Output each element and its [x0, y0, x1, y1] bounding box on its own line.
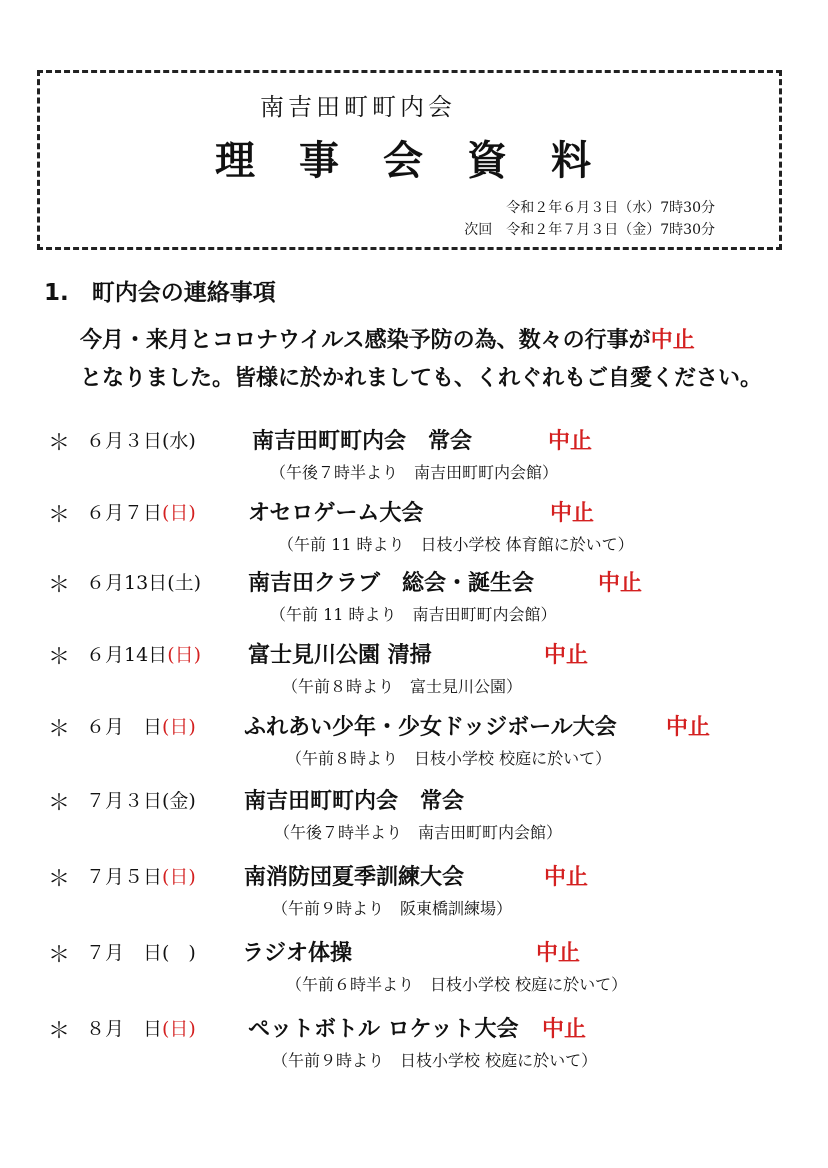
- event-item: [0, 710, 828, 780]
- event-detail: （午前９時より 阪東橋訓練場）: [272, 899, 513, 918]
- event-date: [86, 712, 196, 739]
- bullet-mark: ＊: [48, 791, 71, 816]
- org-name: 南吉田町町内会: [260, 93, 456, 121]
- event-detail: （午後７時半より 南吉田町町内会館）: [270, 463, 559, 482]
- event-date-text: ６月13日: [86, 572, 168, 594]
- event-date-text: ７月５日: [86, 866, 163, 888]
- event-detail: （午前９時より 日枝小学校 校庭に於いて）: [272, 1051, 598, 1070]
- event-date: [86, 938, 196, 965]
- event-weekday: (水): [162, 430, 196, 452]
- notice-cancel-word: 中止: [650, 328, 695, 353]
- notice-text: 今月・来月とコロナウイルス感染予防の為、数々の行事が: [80, 328, 651, 353]
- event-item: [0, 860, 828, 930]
- cancel-label: 中止: [542, 1017, 587, 1042]
- event-weekday: (日): [167, 644, 202, 666]
- event-date-text: ６月７日: [86, 502, 163, 524]
- event-name: 富士見川公園 清掃: [248, 643, 432, 668]
- event-item: [0, 1012, 828, 1082]
- next-meeting-date: 次回 令和２年７月３日（金）7時30分: [464, 222, 715, 238]
- event-name: 南吉田町町内会 常会: [252, 429, 473, 454]
- event-item: [0, 496, 828, 566]
- bullet-mark: ＊: [48, 943, 71, 968]
- event-weekday: ( ): [162, 942, 196, 964]
- event-date: [86, 568, 201, 595]
- event-detail: （午前８時より 日枝小学校 校庭に於いて）: [286, 749, 612, 768]
- cancel-label: 中止: [666, 715, 711, 740]
- event-weekday: (金): [162, 790, 196, 812]
- event-date-text: ７月 日: [86, 942, 163, 964]
- document-title: 理事会資料: [215, 137, 635, 184]
- event-date: [86, 786, 196, 813]
- cancel-label: 中止: [536, 941, 581, 966]
- event-name: 南消防団夏季訓練大会: [244, 865, 465, 890]
- event-detail: （午後７時半より 南吉田町町内会館）: [274, 823, 563, 842]
- cancel-label: 中止: [550, 501, 595, 526]
- event-date-text: ６月３日: [86, 430, 163, 452]
- event-name: ふれあい少年・少女ドッジボール大会: [244, 715, 617, 740]
- bullet-mark: ＊: [48, 1019, 71, 1044]
- event-item: [0, 936, 828, 1006]
- bullet-mark: ＊: [48, 431, 71, 456]
- event-item: [0, 566, 828, 636]
- event-date-text: ６月14日: [86, 644, 168, 666]
- event-date: [86, 862, 196, 889]
- event-weekday: (日): [162, 1018, 196, 1040]
- event-item: [0, 424, 828, 494]
- event-name: 南吉田町町内会 常会: [244, 789, 465, 814]
- bullet-mark: ＊: [48, 867, 71, 892]
- event-detail: （午前６時半より 日枝小学校 校庭に於いて）: [286, 975, 628, 994]
- event-date: [86, 426, 196, 453]
- event-date: [86, 1014, 196, 1041]
- event-item: [0, 784, 828, 854]
- event-detail: （午前８時より 富士見川公園）: [282, 677, 523, 696]
- event-date: [86, 640, 201, 667]
- event-detail: （午前 11 時より 日枝小学校 体育館に於いて）: [278, 535, 634, 554]
- event-date-text: ７月３日: [86, 790, 163, 812]
- event-date: [86, 498, 196, 525]
- bullet-mark: ＊: [48, 717, 71, 742]
- event-date-text: ６月 日: [86, 716, 163, 738]
- bullet-mark: ＊: [48, 573, 71, 598]
- event-weekday: (日): [162, 866, 196, 888]
- event-name: ペットボトル ロケット大会: [248, 1017, 519, 1042]
- event-item: [0, 638, 828, 708]
- meeting-date: 令和２年６月３日（水）7時30分: [506, 200, 715, 216]
- event-date-text: ８月 日: [86, 1018, 163, 1040]
- notice-line-2: となりました。皆様に於かれましても、くれぐれもご自愛ください。: [80, 366, 763, 391]
- event-weekday: (日): [162, 502, 196, 524]
- cancel-label: 中止: [598, 571, 643, 596]
- section-heading: 1. 町内会の連絡事項: [44, 280, 276, 306]
- event-weekday: (日): [162, 716, 196, 738]
- event-name: ラジオ体操: [242, 941, 353, 966]
- bullet-mark: ＊: [48, 645, 71, 670]
- event-name: オセロゲーム大会: [248, 501, 424, 526]
- event-name: 南吉田クラブ 総会・誕生会: [248, 571, 535, 596]
- cancel-label: 中止: [548, 429, 593, 454]
- cancel-label: 中止: [544, 643, 589, 668]
- cancel-label: 中止: [544, 865, 589, 890]
- bullet-mark: ＊: [48, 503, 71, 528]
- event-detail: （午前 11 時より 南吉田町町内会館）: [270, 605, 557, 624]
- event-weekday: (土): [167, 572, 202, 594]
